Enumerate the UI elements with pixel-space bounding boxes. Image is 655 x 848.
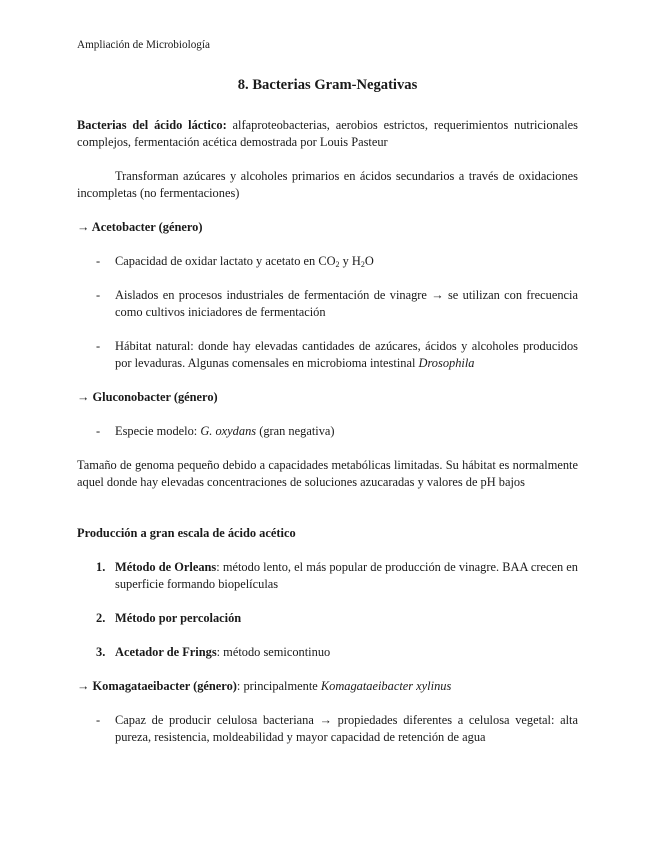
- bullet-dash: -: [96, 254, 101, 268]
- bullet-dash: -: [96, 339, 101, 353]
- acetobacter-heading: → Acetobacter (género): [77, 220, 203, 234]
- produccion-heading: Producción a gran escala de ácido acético: [77, 526, 296, 540]
- bullet-dash: -: [96, 713, 101, 727]
- document-page: Ampliación de Microbiología 8. Bacterias Gram-Negativas Bacterias del ácido láctico: alfaproteobacterias, aerobios estrictos, requerimientos nutricionales complejos, fermentación acética demostrada por Louis Pasteur Transforman azúcares y alcoholes primarios en ácidos secundarios a través de oxidaciones incompletas (no fermentaciones) → Acetobacter (género) - Capacidad de oxidar lactato y acetato en $CO_2$ y $H_2O$ - Aislados en procesos industriales de fermentación de vinagre → se utilizan con frecuencia como cultivos iniciadores de fermentación - Hábitat natural: donde hay elevadas cantidades de azúcares, ácidos y alcoholes producidos por levaduras. Algunas comensales en microbioma intestinal Drosophila → Gluconobacter (género) - Especie modelo: G. oxydans (gran negativa) Tamaño de genoma pequeño debido a capacidades metabólicas limitadas. Su hábitat es normalmente aquel donde hay elevadas concentraciones de soluciones azucaradas y valores de pH bajos Producción a gran escala de ácido acético 1. Método de Orleans: método lento, el más popular de producción de vinagre. BAA crecen en superficie formando biopelículas 2. Método por percolación 3. Acetador de Frings: método semicontinuo → Komagataeibacter (género): principalmente Komagataeibacter xylinus - Capaz de producir celulosa bacteriana → propiedades diferentes a celulosa vegetal: alta pureza, resistencia, moldeabilidad y mayor capacidad de retención de agua: [0, 0, 655, 848]
- komagataeibacter-heading: → Komagataeibacter (género): principalmente Komagataeibacter xylinus: [77, 679, 452, 693]
- transform-paragraph: Transforman azúcares y alcoholes primarios en ácidos secundarios a través de oxidaciones incompletas (no fermentaciones): [77, 169, 578, 200]
- bullet-dash: -: [96, 424, 101, 438]
- intro-paragraph: [77, 117, 578, 151]
- intro-text: alfaproteobacterias, aerobios estrictos, requerimientos nutricionales complejos, fermentación acética demostrada por Louis Pasteur: [77, 118, 579, 149]
- page-header: Ampliación de Microbiología: [77, 39, 210, 51]
- gluconobacter-heading: → Gluconobacter (género): [77, 390, 218, 404]
- page-title: 8. Bacterias Gram-Negativas: [237, 77, 418, 93]
- bullet-dash: -: [96, 288, 101, 302]
- genome-paragraph: Tamaño de genoma pequeño debido a capacidades metabólicas limitadas. Su hábitat es normalmente aquel donde hay elevadas concentraciones de soluciones azucaradas y valores de pH bajos: [77, 458, 578, 489]
- intro-heading: Bacterias del ácido láctico:: [77, 118, 227, 132]
